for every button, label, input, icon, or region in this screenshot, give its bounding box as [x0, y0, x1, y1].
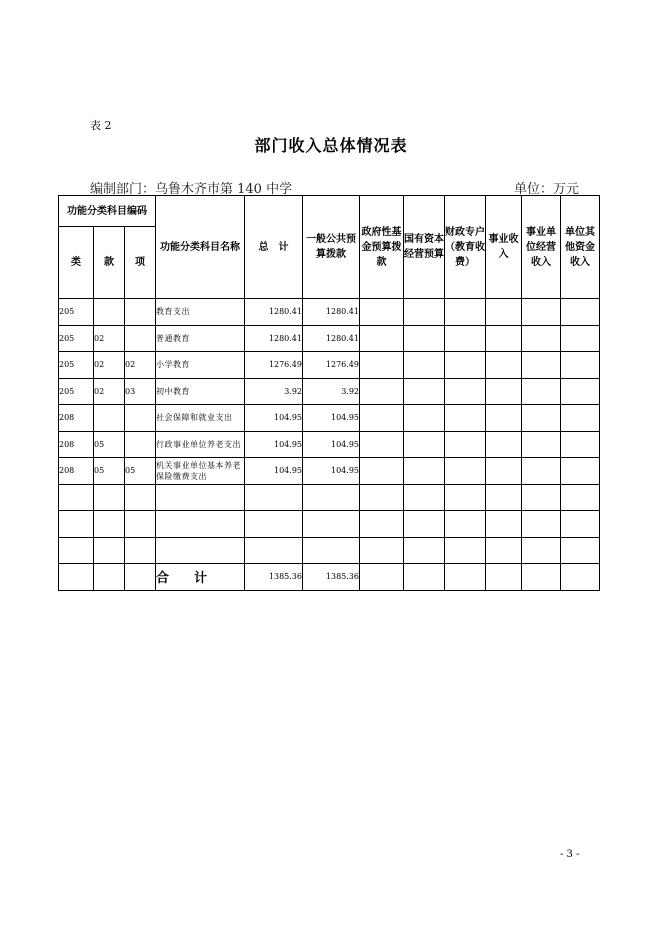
cell-lei: 208 [59, 405, 94, 432]
table-row [59, 378, 600, 405]
cell-general: 104.95 [303, 458, 360, 485]
cell-total: 3.92 [245, 378, 303, 405]
table-row [59, 352, 600, 379]
table-row [59, 299, 600, 326]
cell-xiang: 03 [125, 378, 156, 405]
header-total: 总 计 [245, 196, 303, 299]
cell-general: 3.92 [303, 378, 360, 405]
empty-row [59, 511, 600, 538]
page-title: 部门收入总体情况表 [254, 136, 408, 155]
totals-label: 合 计 [156, 564, 245, 591]
cell-total: 1280.41 [245, 325, 303, 352]
cell-kuan [94, 405, 125, 432]
page-number: - 3 - [560, 849, 580, 860]
cell-general: 104.95 [303, 405, 360, 432]
cell-total: 104.95 [245, 405, 303, 432]
header-gov-fund: 政府性基金预算拨款 [360, 196, 404, 299]
cell-name: 初中教育 [156, 378, 245, 405]
table-row [59, 431, 600, 458]
cell-name: 小学教育 [156, 352, 245, 379]
empty-row [59, 537, 600, 564]
cell-name: 社会保障和就业支出 [156, 405, 245, 432]
cell-lei: 205 [59, 378, 94, 405]
cell-xiang [125, 431, 156, 458]
cell-kuan: 02 [94, 378, 125, 405]
cell-lei: 205 [59, 299, 94, 326]
income-table [58, 195, 600, 591]
header-kuan: 款 [94, 227, 125, 299]
department-label: 编制部门：乌鲁木齐市第 140 中学 [90, 182, 293, 197]
cell-name: 行政事业单位养老支出 [156, 431, 245, 458]
table-label: 表 2 [90, 119, 112, 132]
cell-general: 1280.41 [303, 299, 360, 326]
header-func-name: 功能分类科目名称 [156, 196, 245, 299]
cell-kuan: 05 [94, 458, 125, 485]
cell-kuan: 02 [94, 325, 125, 352]
cell-total: 104.95 [245, 458, 303, 485]
cell-general: 1276.49 [303, 352, 360, 379]
cell-total: 1280.41 [245, 299, 303, 326]
cell-total: 1276.49 [245, 352, 303, 379]
table-row [59, 325, 600, 352]
cell-xiang [125, 299, 156, 326]
cell-name: 普通教育 [156, 325, 245, 352]
cell-xiang: 05 [125, 458, 156, 485]
header-xiang: 项 [125, 227, 156, 299]
header-other-funds: 单位其他资金收入 [561, 196, 600, 299]
cell-xiang [125, 405, 156, 432]
table-row [59, 405, 600, 432]
cell-lei: 205 [59, 352, 94, 379]
cell-lei: 208 [59, 458, 94, 485]
cell-name: 机关事业单位基本养老保险缴费支出 [156, 458, 245, 485]
cell-xiang [125, 325, 156, 352]
cell-kuan [94, 299, 125, 326]
totals-total: 1385.36 [245, 564, 303, 591]
header-state-capital: 国有资本经营预算 [404, 196, 445, 299]
header-unit-operating: 事业单位经营收入 [522, 196, 561, 299]
header-general-budget: 一般公共预算拨款 [303, 196, 360, 299]
cell-lei: 205 [59, 325, 94, 352]
cell-name: 教育支出 [156, 299, 245, 326]
cell-lei: 208 [59, 431, 94, 458]
totals-row [59, 564, 600, 591]
empty-row [59, 484, 600, 511]
totals-general: 1385.36 [303, 564, 360, 591]
cell-kuan: 05 [94, 431, 125, 458]
header-fiscal-special: 财政专户（教育收费） [445, 196, 486, 299]
header-business-income: 事业收入 [486, 196, 522, 299]
cell-xiang: 02 [125, 352, 156, 379]
header-lei: 类 [59, 227, 94, 299]
cell-general: 104.95 [303, 431, 360, 458]
cell-general: 1280.41 [303, 325, 360, 352]
unit-label: 单位：万元 [514, 182, 580, 197]
table-row [59, 458, 600, 485]
header-func-code-group: 功能分类科目编码 [59, 196, 156, 227]
cell-kuan: 02 [94, 352, 125, 379]
cell-total: 104.95 [245, 431, 303, 458]
